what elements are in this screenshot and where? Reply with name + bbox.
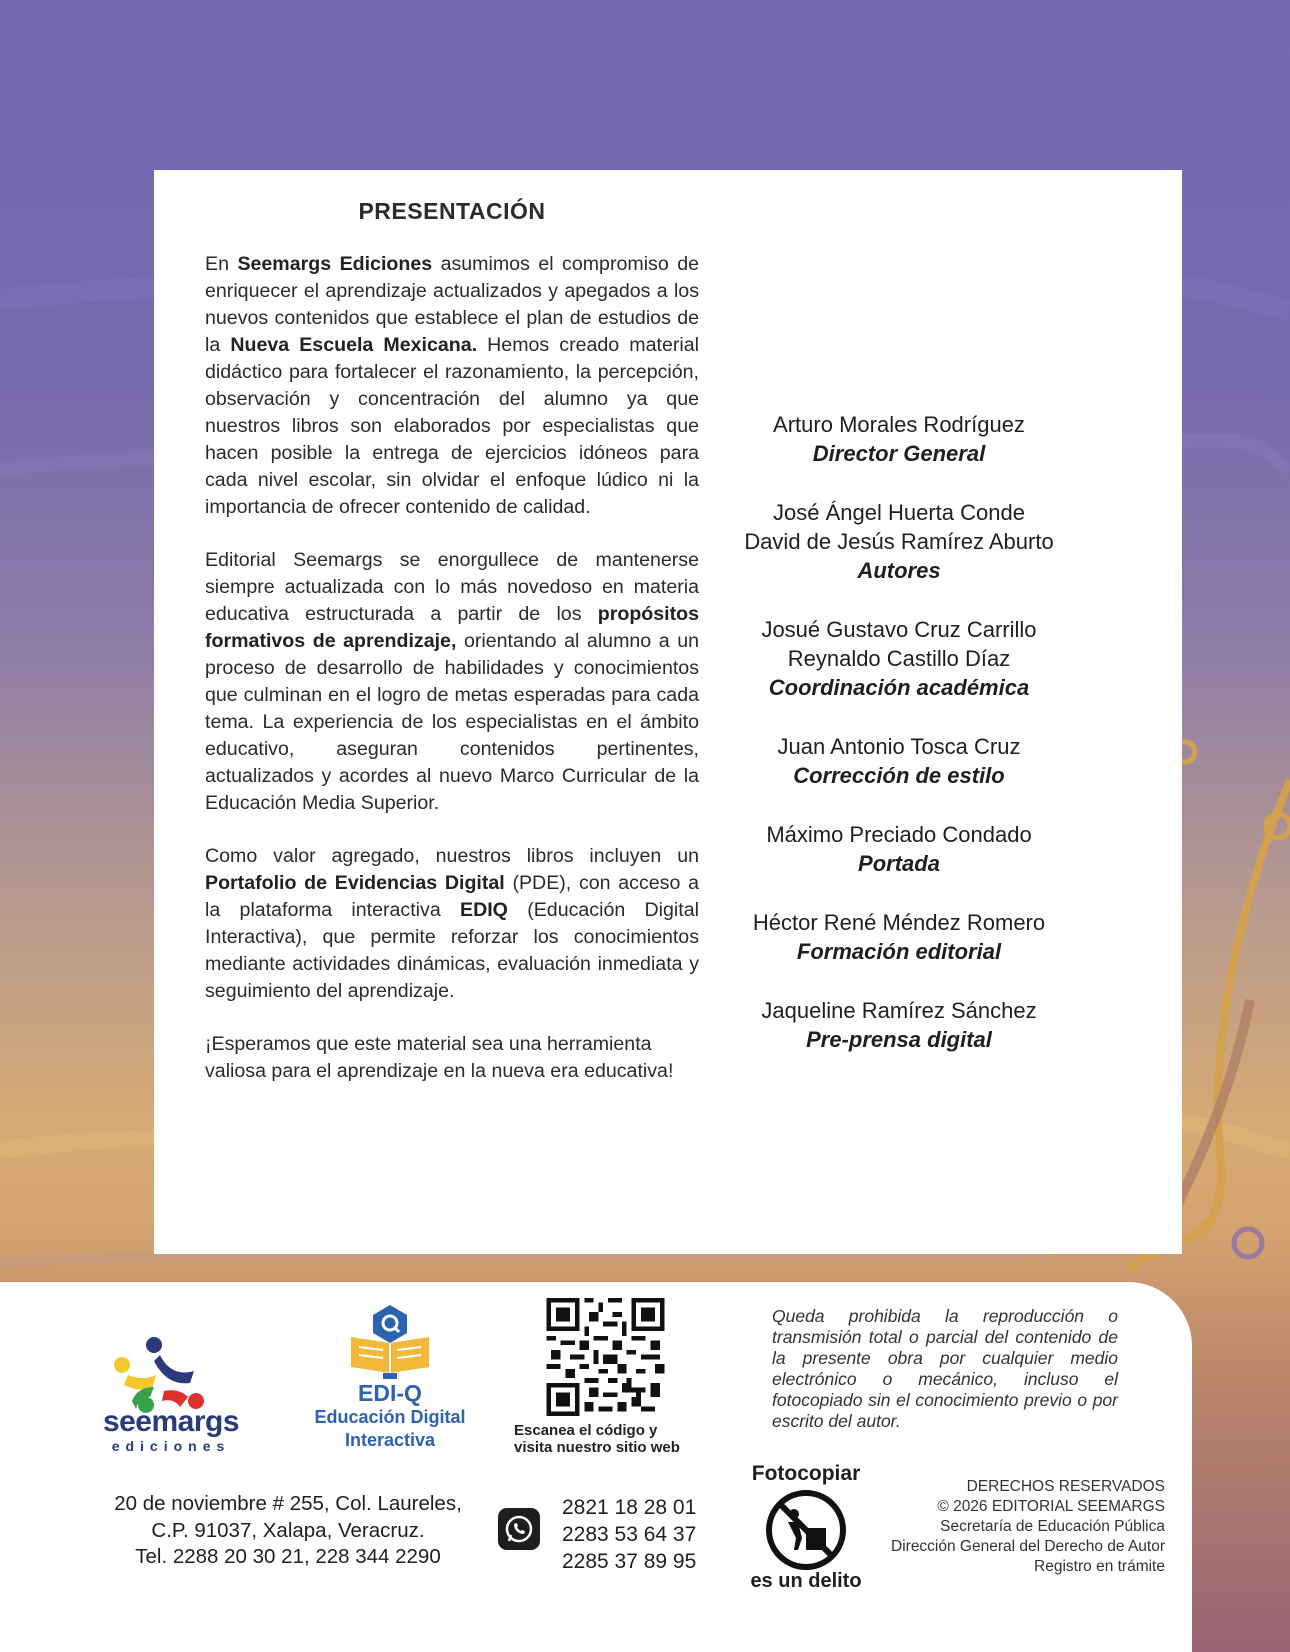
credit-director (714, 410, 1084, 468)
delito-label: es un delito (750, 1570, 862, 1592)
address-line-3: Tel. 2288 20 30 21, 228 344 2290 (135, 1545, 441, 1568)
page-title: PRESENTACIÓN (358, 198, 546, 224)
phone-number[interactable]: 2283 53 64 37 (562, 1523, 697, 1546)
presentation-card (154, 170, 1182, 1254)
rights-line-5: Registro en trámite (1034, 1558, 1165, 1575)
no-photocopy-icon (764, 1488, 848, 1572)
seemargs-brand-name: seemargs (102, 1405, 240, 1438)
qr-caption-line-1: Escanea el código y (514, 1422, 658, 1439)
p1-text-2: asumimos el compromiso de enriquecer el aprendizaje actualizados y apegados a los nuevos contenidos que establece el plan de estudios de la (205, 253, 699, 356)
p3-bold-2: EDIQ (460, 899, 508, 921)
credits-column (714, 410, 1084, 1084)
credit-cover (714, 820, 1084, 878)
credit-layout (714, 908, 1084, 966)
credit-name: Juan Antonio Tosca Cruz (777, 734, 1021, 759)
credit-name: José Ángel Huerta Conde (773, 500, 1025, 525)
rights-line-3: Secretaría de Educación Pública (940, 1518, 1165, 1535)
p3-text-2: (PDE), con acceso a la plataforma interactiva (205, 872, 699, 921)
address-block (100, 1491, 476, 1571)
credit-role: Corrección de estilo (793, 763, 1005, 788)
p1-text-3: Hemos creado material didáctico para fortalecer el razonamiento, la percepción, observación y concentración del alumno ya que nuestros libros son elaborados por especialistas que hacen posible la entrega de ejercicios idóneos para cada nivel escolar, sin olvidar el enfoque lúdico ni la importancia de ofrecer contenido de calidad. (205, 334, 699, 518)
rights-line-2: © 2026 EDITORIAL SEEMARGS (937, 1498, 1165, 1515)
rights-line-4: Dirección General del Derecho de Autor (891, 1538, 1165, 1555)
credit-style (714, 732, 1084, 790)
p2-text-1: Editorial Seemargs se enorgullece de mantenerse siempre actualizada con lo más novedoso en materia educativa estructurada a partir de los (205, 549, 699, 625)
qr-caption (514, 1422, 698, 1456)
credit-name: Máximo Preciado Condado (766, 822, 1032, 847)
credit-name: Héctor René Méndez Romero (752, 910, 1046, 935)
p3-bold-1: Portafolio de Evidencias Digital (205, 872, 505, 894)
credit-name: Arturo Morales Rodríguez (773, 412, 1025, 437)
credit-role: Pre-prensa digital (806, 1027, 992, 1052)
credit-name: David de Jesús Ramírez Aburto (744, 529, 1054, 554)
p1-bold-1: Seemargs Ediciones (237, 253, 433, 275)
p1-bold-2: Nueva Escuela Mexicana. (230, 334, 478, 356)
p3-text-1: Como valor agregado, nuestros libros incluyen un (205, 845, 699, 867)
p3-text-3: (Educación Digital Interactiva), que permite reforzar los conocimientos mediante actividades dinámicas, evaluación inmediata y seguimiento del aprendizaje. (205, 899, 699, 1002)
address-line-1: 20 de noviembre # 255, Col. Laureles, (114, 1492, 462, 1515)
whatsapp-icon (498, 1508, 540, 1550)
p1-text-1: En (205, 253, 238, 275)
rights-block (860, 1477, 1165, 1577)
credit-authors (714, 498, 1084, 585)
credit-name: Reynaldo Castillo Díaz (787, 646, 1011, 671)
qr-caption-line-2: visita nuestro sitio web (514, 1439, 680, 1456)
paragraph-2 (205, 547, 699, 817)
credit-role: Autores (857, 558, 941, 583)
ediq-sub-line-2: Interactiva (344, 1430, 436, 1450)
paragraph-1 (205, 251, 699, 521)
credit-role: Portada (858, 851, 940, 876)
seemargs-brand-sub: ediciones (111, 1438, 231, 1454)
fotocopiar-label: Fotocopiar (751, 1462, 861, 1485)
credit-role: Coordinación académica (768, 675, 1030, 700)
credit-role: Director General (812, 441, 986, 466)
legal-notice: Queda prohibida la reproducción o transmisión total o parcial del contenido de la presente obra por cualquier medio electrónico o mecánico, incluso el fotocopiado sin el conocimiento previo o por escrito del autor. (772, 1306, 1118, 1431)
p2-bold-1: propósitos formativos de aprendizaje, (205, 603, 699, 652)
paragraph-4: ¡Esperamos que este material sea una herramienta valiosa para el aprendizaje en la nueva era educativa! (205, 1033, 674, 1082)
address-line-2: C.P. 91037, Xalapa, Veracruz. (151, 1518, 425, 1542)
presentation-column (205, 198, 699, 1111)
qr-code-icon[interactable] (546, 1298, 665, 1416)
credit-name: Josué Gustavo Cruz Carrillo (761, 617, 1037, 642)
ediq-sub-line-1: Educación Digital (314, 1407, 466, 1427)
ediq-logo-icon (345, 1303, 435, 1381)
ediq-brand-sub (300, 1406, 480, 1452)
ediq-brand-name: EDI-Q (358, 1380, 422, 1406)
p2-text-2: orientando al alumno a un proceso de desarrollo de habilidades y conocimientos que culminan en el logro de metas esperadas para cada tema. La experiencia de los especialistas en el ámbito educativo, aseguran contenidos pertinentes, actualizados y acordes al nuevo Marco Curricular de la Educación Media Superior. (205, 630, 700, 814)
phone-list (562, 1494, 702, 1575)
phone-number[interactable]: 2821 18 28 01 (562, 1496, 697, 1519)
credit-coordination (714, 615, 1084, 702)
phone-number[interactable]: 2285 37 89 95 (562, 1550, 697, 1573)
credit-prepress (714, 996, 1084, 1054)
credit-name: Jaqueline Ramírez Sánchez (761, 998, 1037, 1023)
paragraph-3 (205, 843, 699, 1005)
credit-role: Formación editorial (796, 939, 1002, 964)
rights-line-1: DERECHOS RESERVADOS (966, 1478, 1165, 1495)
